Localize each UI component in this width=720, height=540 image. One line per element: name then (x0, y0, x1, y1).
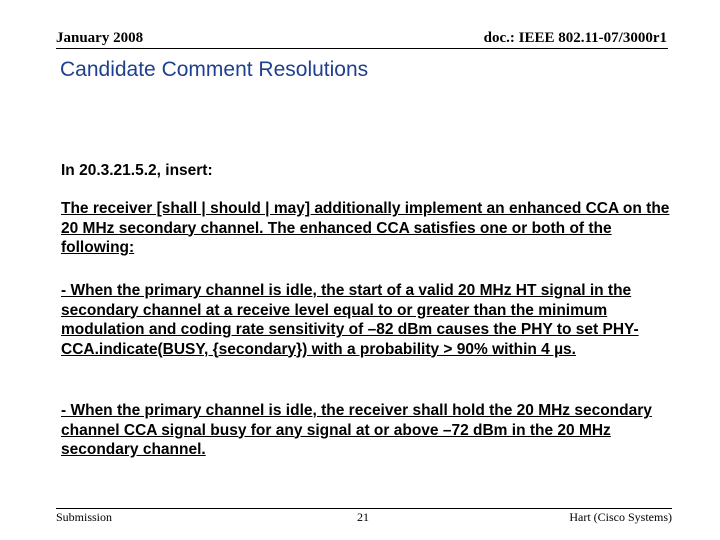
footer-submission: Submission (56, 510, 113, 524)
paragraph-condition-2: - When the primary channel is idle, the receiver shall hold the 20 MHz secondary channel CCA signal busy for any signal at or above –72 dBm in the 20 MHz secondary channel. (61, 402, 652, 458)
footer-page-number: 21 (357, 510, 369, 524)
footer-divider (56, 508, 672, 509)
header-doc-id: doc.: IEEE 802.11-07/3000r1 (483, 30, 667, 46)
slide-title: Candidate Comment Resolutions (60, 58, 369, 81)
paragraph-condition-1: - When the primary channel is idle, the start of a valid 20 MHz HT signal in the secondary channel at a receive level equal to or greater than the minimum modulation and coding rate sensitivity of –82 dBm causes the PHY to set PHY-CCA.indicate(BUSY, {secondary}) with a probability > 90% within 4 µs. (61, 282, 639, 358)
paragraph-receiver-cca: The receiver [shall | should | may] additionally implement an enhanced CCA on the 20 MHz secondary channel. The enhanced CCA satisfies one or both of the following: (61, 200, 670, 256)
footer-author: Hart (Cisco Systems) (569, 510, 672, 524)
header-divider (56, 48, 668, 49)
header-date: January 2008 (56, 30, 144, 46)
intro-text: In 20.3.21.5.2, insert: (61, 162, 213, 179)
